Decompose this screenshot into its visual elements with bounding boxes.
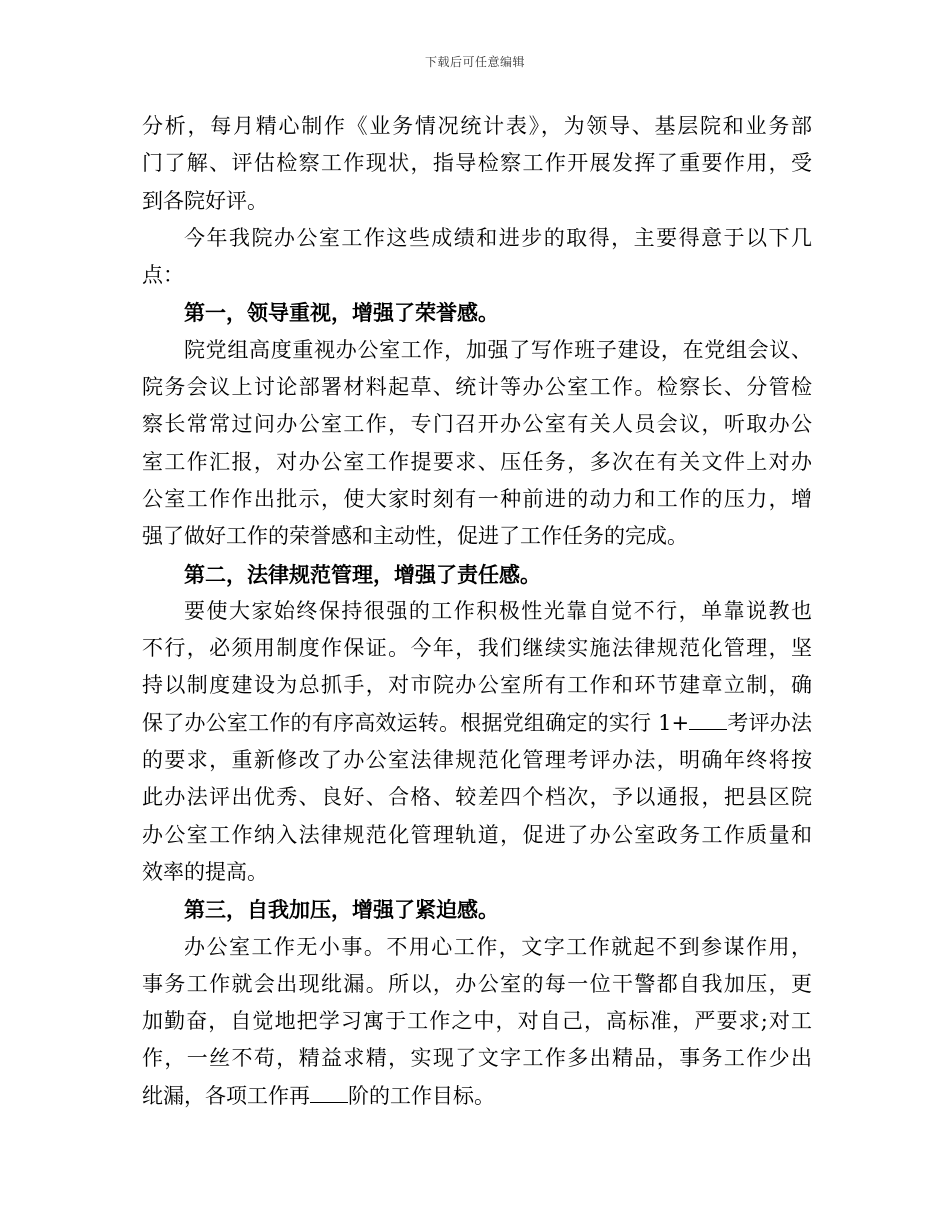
text-line: 今年我院办公室工作这些成绩和进步的取得，主要得意于以下几: [184, 225, 812, 250]
text-line: 门了解、评估检察工作现状，指导检察工作开展发挥了重要作用，受: [142, 151, 812, 176]
text-segment: 考评办法: [727, 710, 813, 735]
section-heading-3: 第三，自我加压，增强了紧迫感。: [184, 897, 499, 923]
fill-in-blank: [310, 1084, 348, 1103]
text-line: 效率的提高。: [142, 859, 268, 884]
page-header-note: 下载后可任意编辑: [424, 55, 525, 69]
text-line-with-blank: [142, 1078, 812, 1115]
text-line: 点：: [142, 263, 184, 288]
text-line: 办公室工作纳入法律规范化管理轨道，促进了办公室政务工作质量和: [142, 822, 812, 847]
text-line: 到各院好评。: [142, 188, 268, 213]
text-line: 公室工作作出批示，使大家时刻有一种前进的动力和工作的压力，增: [142, 486, 812, 511]
document-body: [142, 108, 812, 1115]
text-line: 的要求，重新修改了办公室法律规范化管理考评办法，明确年终将按: [142, 748, 812, 773]
text-line: 分析，每月精心制作《业务情况统计表》，为领导、基层院和业务部: [142, 114, 812, 138]
section-heading-2: 第二，法律规范管理，增强了责任感。: [184, 561, 541, 587]
text-line: 此办法评出优秀、良好、合格、较差四个档次，予以通报，把县区院: [142, 785, 812, 810]
text-segment: 纰漏，各项工作再: [142, 1083, 310, 1108]
text-line: 加勤奋，自觉地把学习寓于工作之中，对自己，高标准，严要求;对工: [142, 1009, 812, 1034]
text-line: 强了做好工作的荣誉感和主动性，促进了工作任务的完成。: [142, 524, 688, 549]
text-line: 持以制度建设为总抓手，对市院办公室所有工作和环节建章立制，确: [142, 673, 812, 698]
text-segment: 阶的工作目标。: [348, 1083, 495, 1108]
text-line: 事务工作就会出现纰漏。所以，办公室的每一位干警都自我加压，更: [142, 971, 812, 996]
fill-in-blank: [689, 711, 727, 730]
text-line: 院务会议上讨论部署材料起草、统计等办公室工作。检察长、分管检: [142, 375, 812, 400]
text-line: 办公室工作无小事。不用心工作，文字工作就起不到参谋作用，: [184, 934, 812, 959]
text-line-with-blank: [142, 705, 812, 742]
text-line: 不行，必须用制度作保证。今年，我们继续实施法律规范化管理，坚: [142, 636, 812, 661]
text-line: 院党组高度重视办公室工作，加强了写作班子建设，在党组会议、: [184, 337, 812, 362]
text-line: 察长常常过问办公室工作，专门召开办公室有关人员会议，听取办公: [142, 412, 812, 437]
text-line: 要使大家始终保持很强的工作积极性光靠自觉不行，单靠说教也: [184, 598, 812, 623]
text-segment: 保了办公室工作的有序高效运转。根据党组确定的实行 1+: [142, 710, 690, 735]
text-line: 作，一丝不苟，精益求精，实现了文字工作多出精品，事务工作少出: [142, 1046, 812, 1071]
section-heading-1: 第一，领导重视，增强了荣誉感。: [184, 300, 499, 326]
text-line: 室工作汇报，对办公室工作提要求、压任务，多次在有关文件上对办: [142, 449, 812, 474]
